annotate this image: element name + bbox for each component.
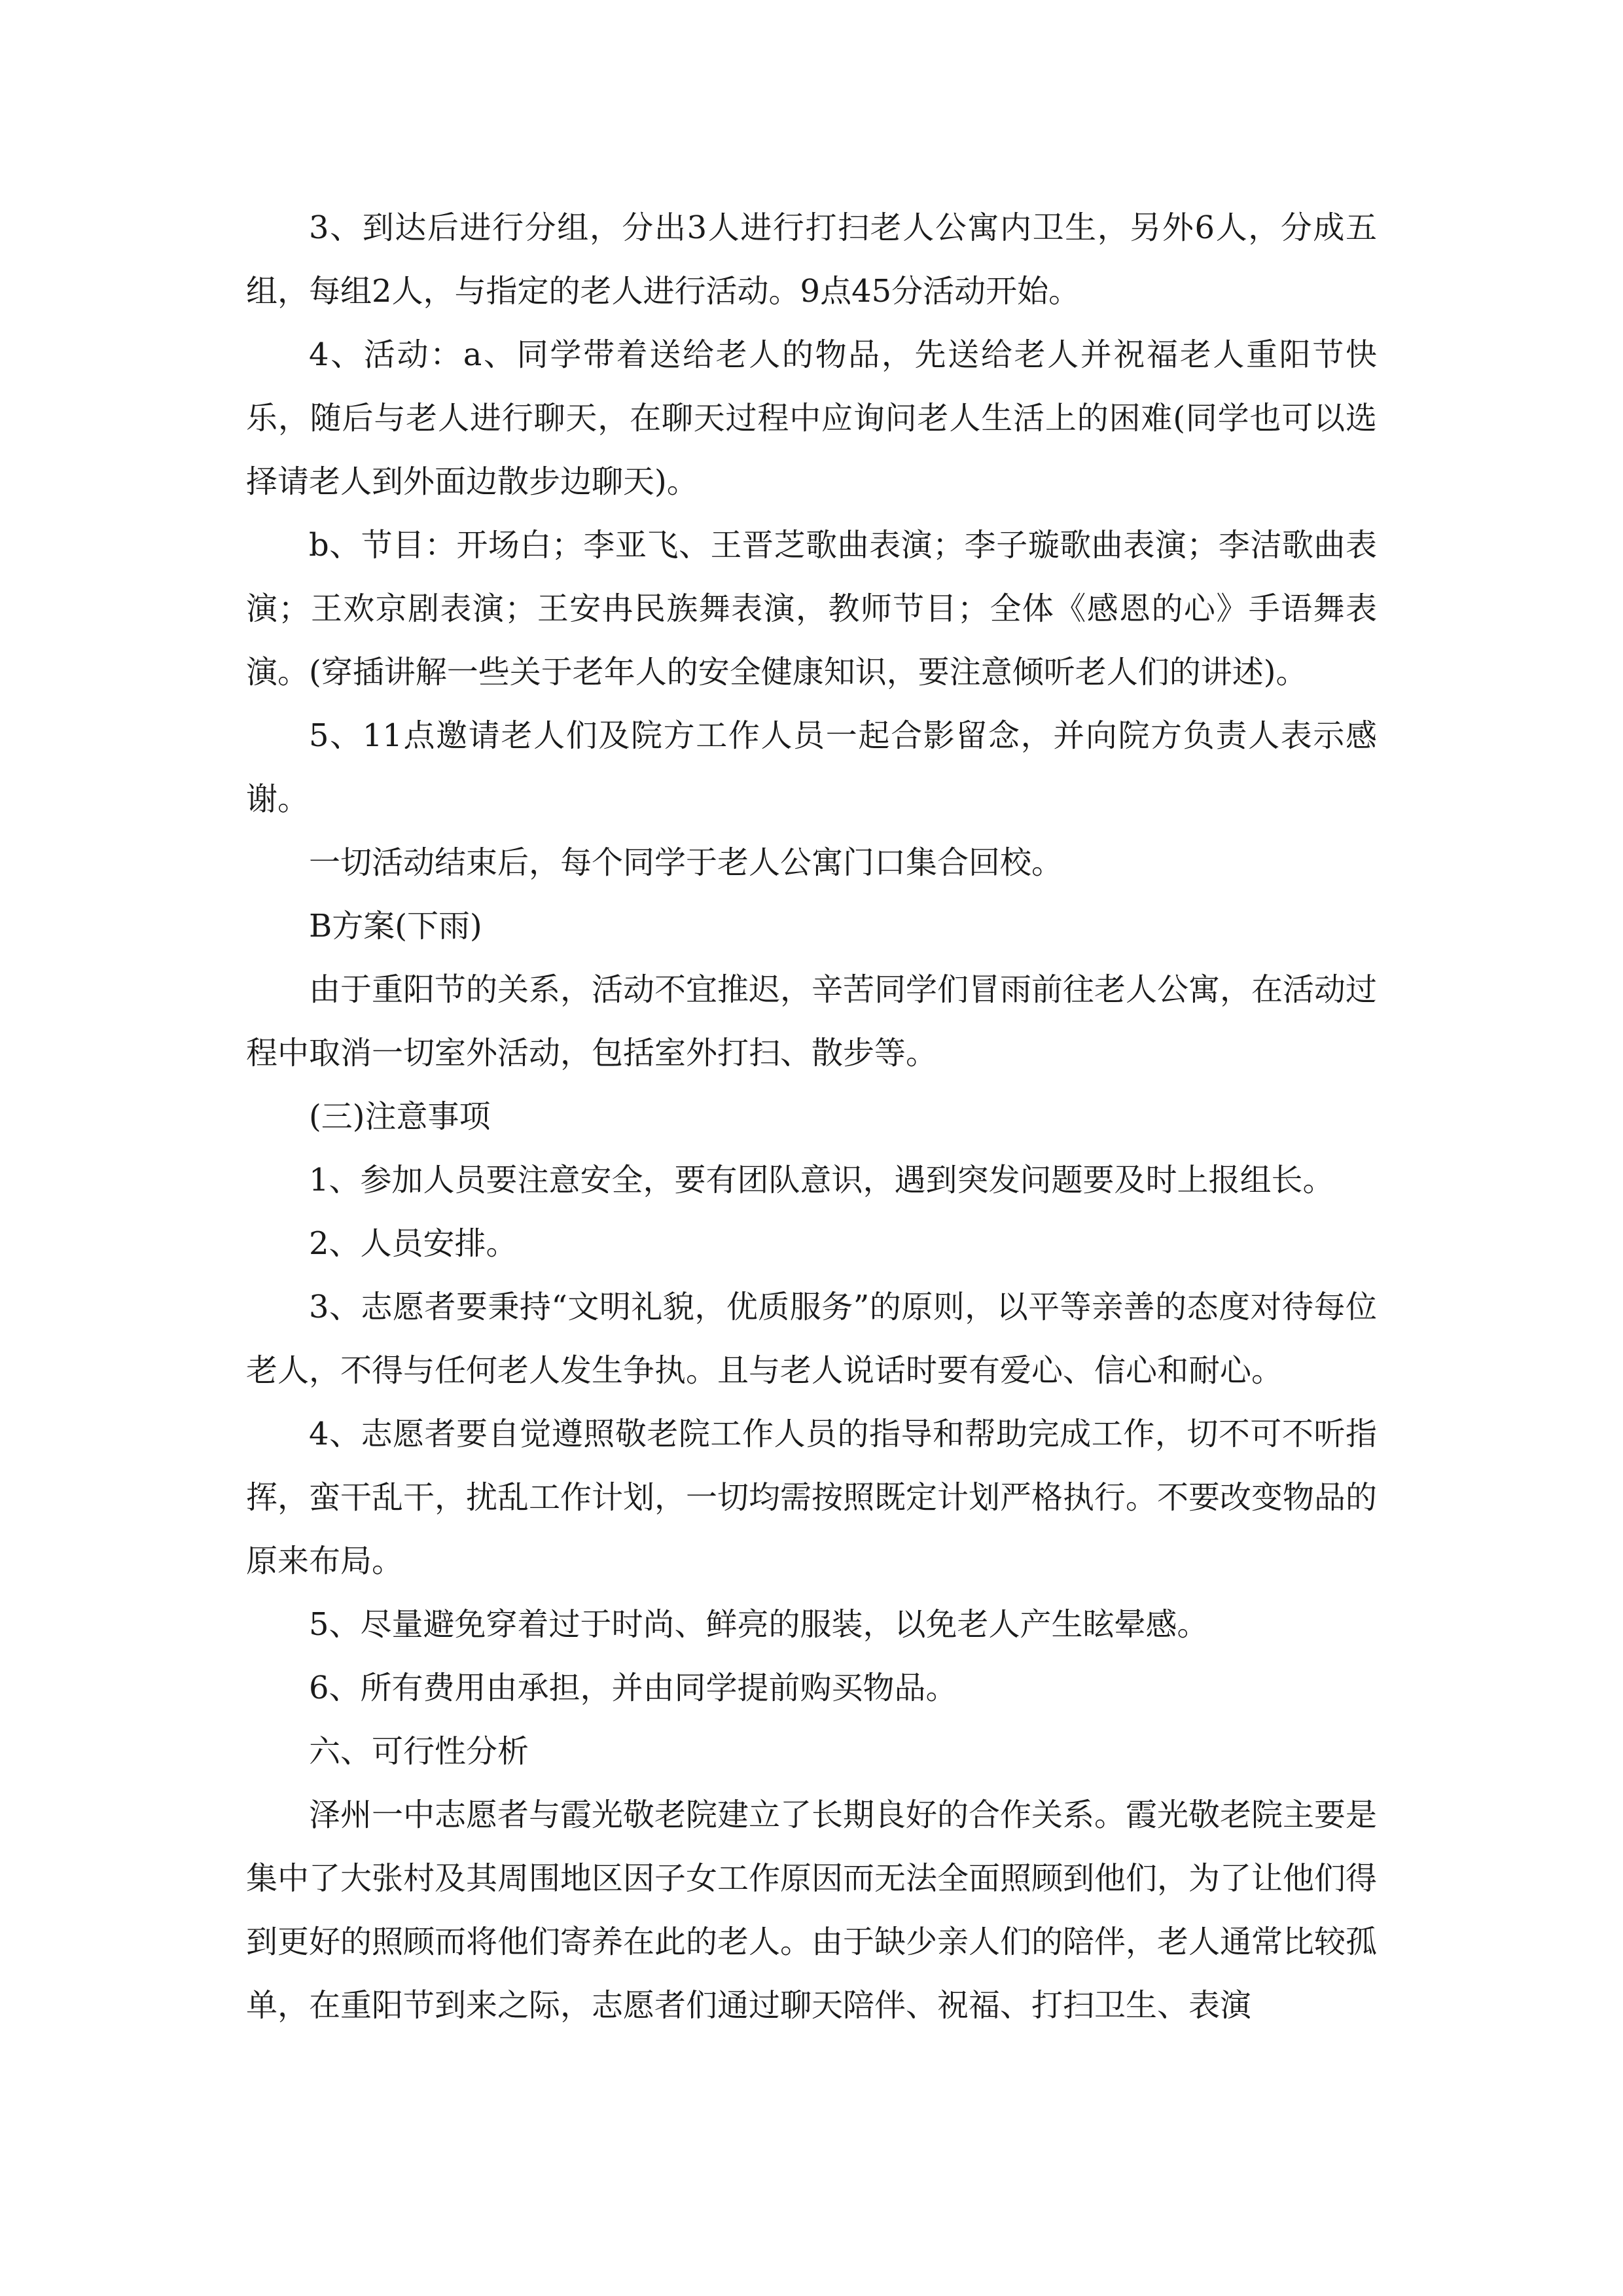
paragraph-plan-b-body: 由于重阳节的关系，活动不宜推迟，辛苦同学们冒雨前往老人公寓，在活动过程中取消一切室外活动，包括室外打扫、散步等。 bbox=[246, 971, 1378, 1071]
paragraph-activity-b-program: b、节目：开场白；李亚飞、王晋芝歌曲表演；李子璇歌曲表演；李洁歌曲表演；王欢京剧表演；王安冉民族舞表演，教师节目；全体《感恩的心》手语舞表演。(穿插讲解一些关于老年人的安全健康知识，要注意倾听老人们的讲述)。 bbox=[246, 527, 1377, 691]
paragraph-feasibility-heading: 六、可行性分析 bbox=[309, 1733, 529, 1770]
paragraph-note-6: 6、所有费用由承担，并由同学提前购买物品。 bbox=[309, 1670, 957, 1706]
paragraph-return: 一切活动结束后，每个同学于老人公寓门口集合回校。 bbox=[309, 844, 1063, 881]
paragraph-note-2: 2、人员安排。 bbox=[309, 1225, 518, 1262]
paragraph-note-1: 1、参加人员要注意安全，要有团队意识，遇到突发问题要及时上报组长。 bbox=[309, 1162, 1334, 1198]
paragraph-feasibility-body: 泽州一中志愿者与霞光敬老院建立了长期良好的合作关系。霞光敬老院主要是集中了大张村及其周围地区因子女工作原因而无法全面照顾到他们，为了让他们得到更好的照顾而将他们寄养在此的老人。由于缺少亲人们的陪伴，老人通常比较孤单，在重阳节到来之际，志愿者们通过聊天陪伴、祝福、打扫卫生、表演 bbox=[246, 1797, 1378, 2024]
paragraph-notes-heading: (三)注意事项 bbox=[309, 1098, 491, 1135]
document-body bbox=[246, 196, 1377, 2037]
paragraph-note-4: 4、志愿者要自觉遵照敬老院工作人员的指导和帮助完成工作，切不可不听指挥，蛮干乱干，扰乱工作计划，一切均需按照既定计划严格执行。不要改变物品的原来布局。 bbox=[246, 1416, 1378, 1579]
paragraph-note-5: 5、尽量避免穿着过于时尚、鲜亮的服装，以免老人产生眩晕感。 bbox=[309, 1606, 1209, 1643]
paragraph-grouping: 3、到达后进行分组，分出3人进行打扫老人公寓内卫生，另外6人，分成五组，每组2人，与指定的老人进行活动。9点45分活动开始。 bbox=[246, 209, 1377, 310]
paragraph-group-photo: 5、11点邀请老人们及院方工作人员一起合影留念，并向院方负责人表示感谢。 bbox=[246, 717, 1377, 817]
paragraph-note-3: 3、志愿者要秉持“文明礼貌，优质服务”的原则，以平等亲善的态度对待每位老人，不得与任何老人发生争执。且与老人说话时要有爱心、信心和耐心。 bbox=[246, 1289, 1377, 1389]
paragraph-activity-a: 4、活动：a、同学带着送给老人的物品，先送给老人并祝福老人重阳节快乐，随后与老人进行聊天，在聊天过程中应询问老人生活上的困难(同学也可以选择请老人到外面边散步边聊天)。 bbox=[246, 336, 1377, 500]
paragraph-plan-b-heading: B方案(下雨) bbox=[309, 908, 482, 944]
